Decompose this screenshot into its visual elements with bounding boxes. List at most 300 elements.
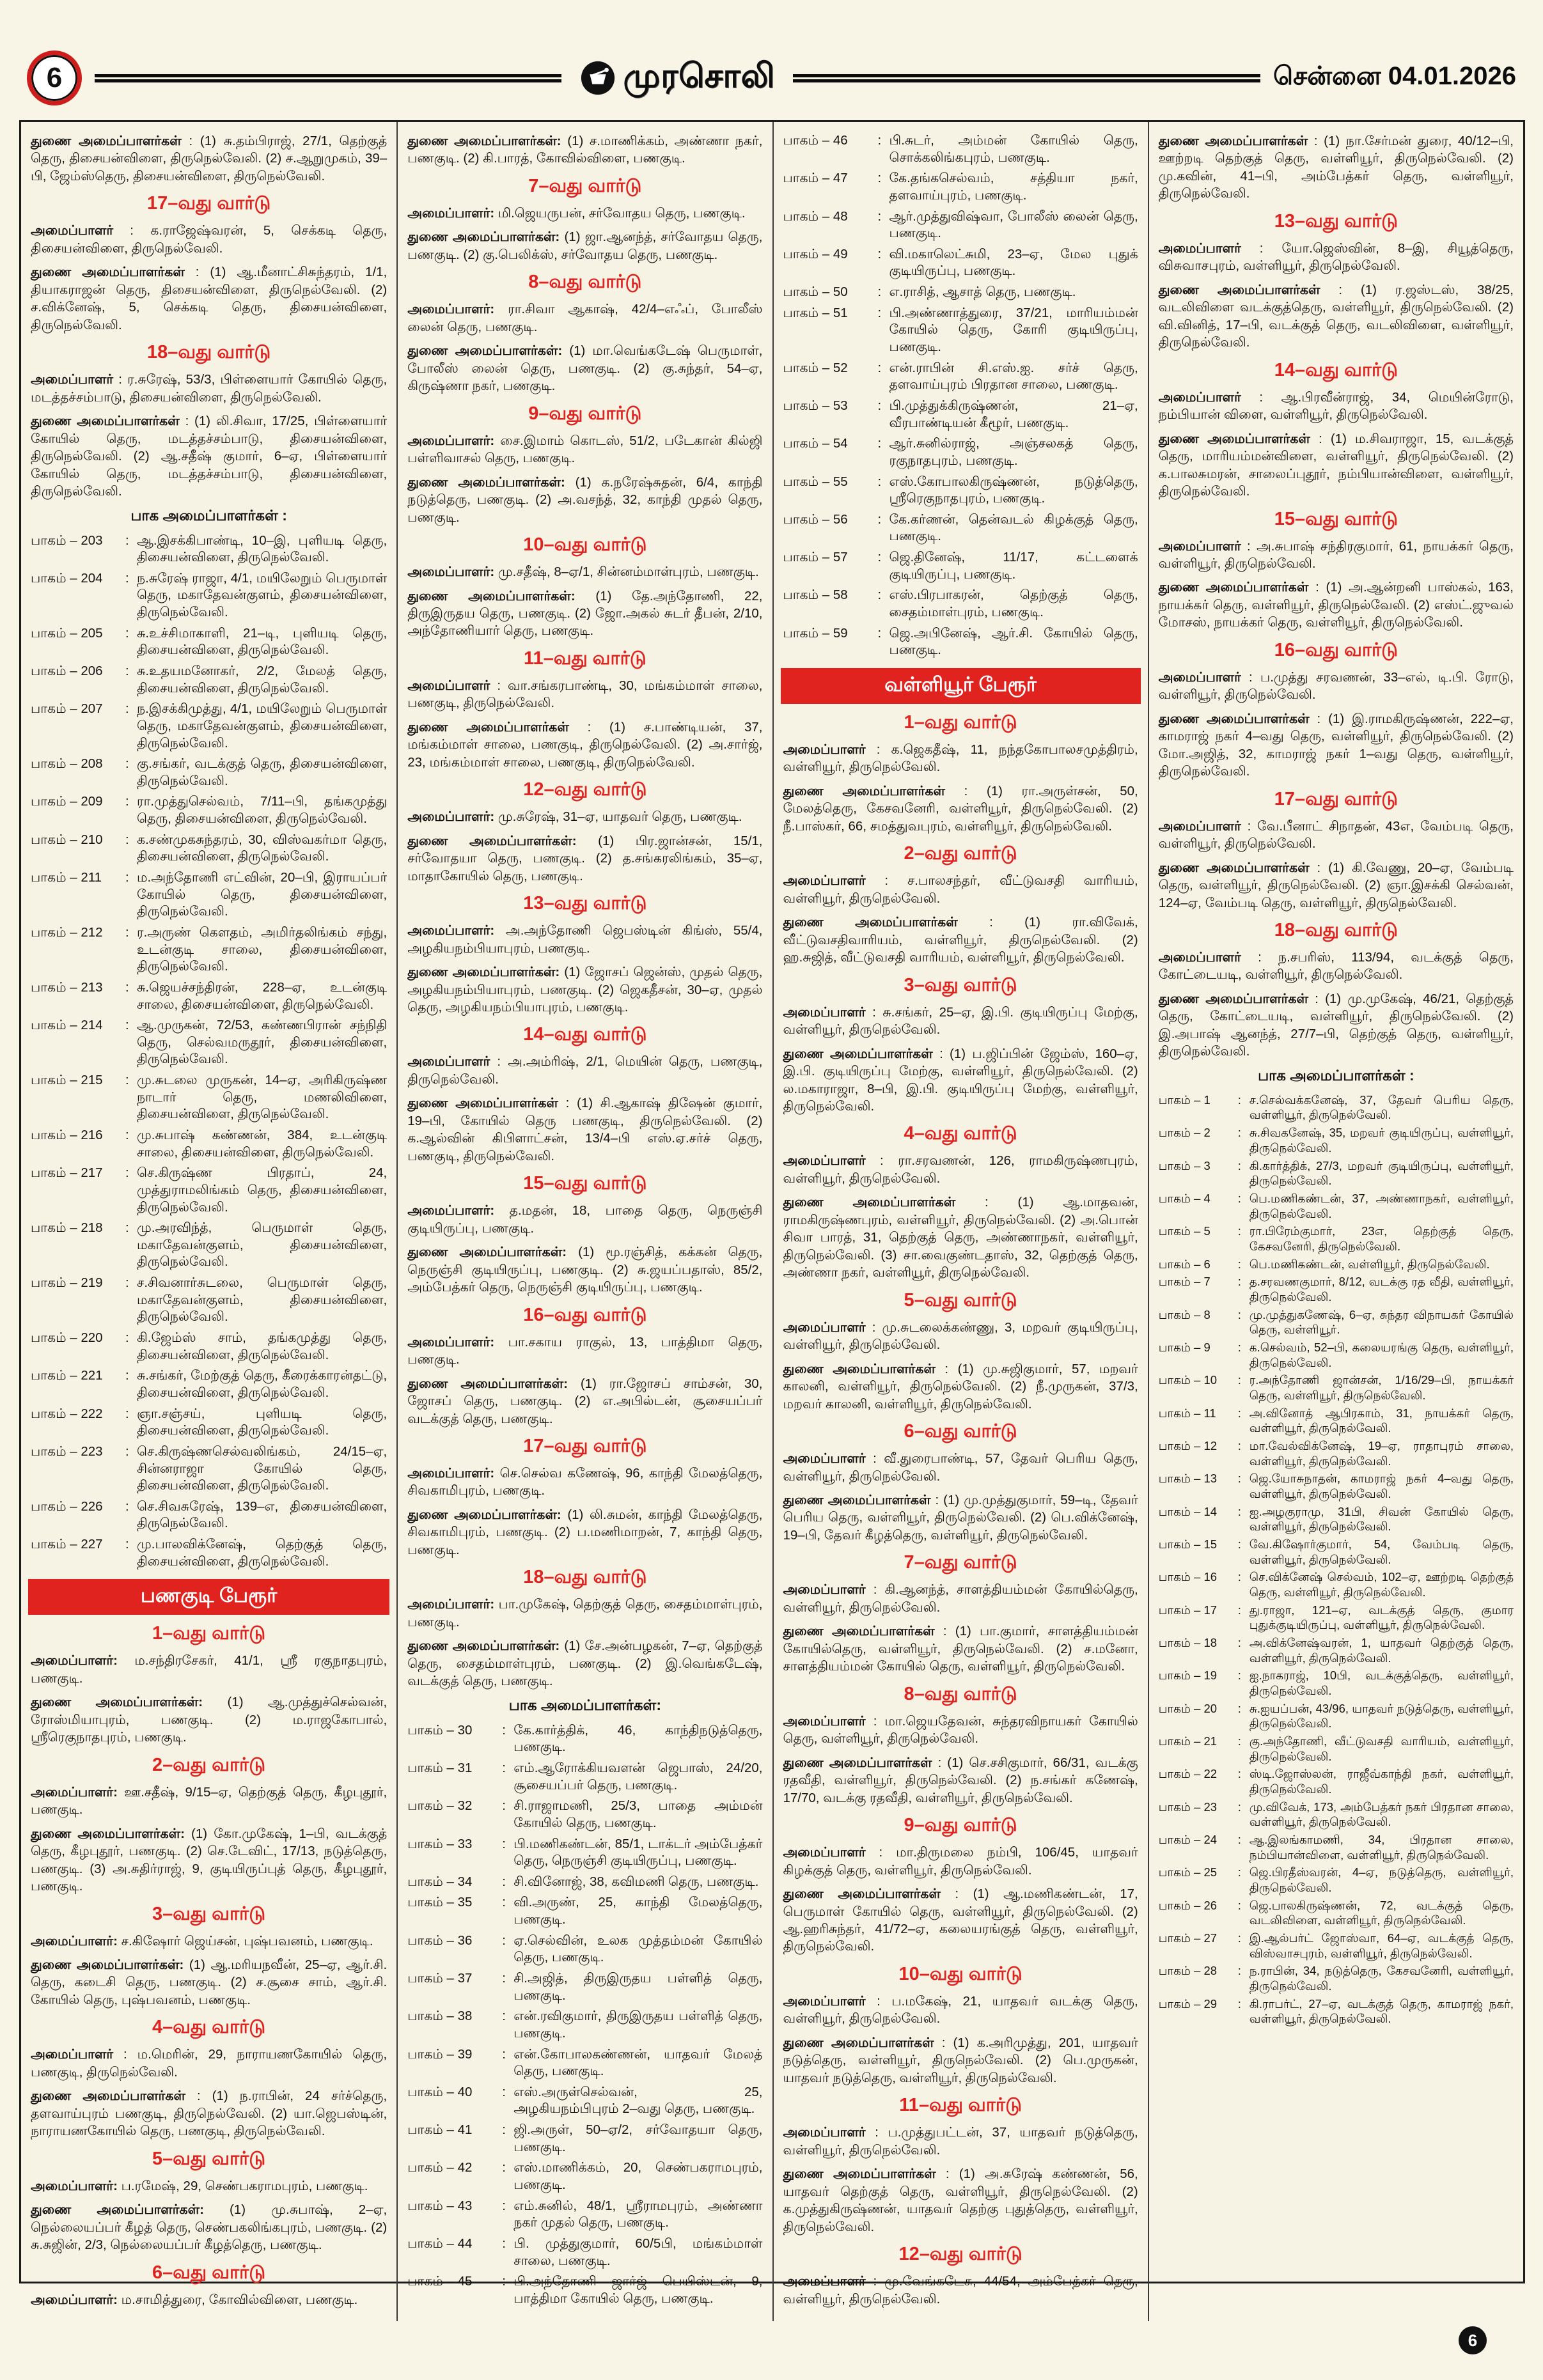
role-label: அமைப்பாளர் [783,742,866,757]
role-label: துணை அமைப்பாளர்கள் [783,1046,933,1061]
entry-paragraph: அமைப்பாளர்: பா.சகாய ராகுல், 13, பாத்திமா தெரு, பணகுடி. [407,1334,763,1367]
role-label: துணை அமைப்பாளர்கள்: [407,134,561,148]
role-label: அமைப்பாளர்: [407,433,495,448]
part-text: ஆ.முருகன், 72/53, கண்ணபிரான் சந்நிதி தெரு, செல்வமருதூர், திசையன்விளை, திருநெல்வேலி. [137,1018,388,1067]
entry-paragraph: துணை அமைப்பாளர்கள்: (1) கோ.முகேஷ், 1–பி, வடக்குத் தெரு, கீழபுதூர், பணகுடி. (2) செ.டேவிட், 17/13, நடுத்தெரு, பணகுடி. (3) அ.சுதிர்ராஜ், 9, குடியிருப்புத் தெரு, கீழபுதூர், பணகுடி. [31,1826,388,1894]
part-text: ச.செல்வக்கனேஷ், 37, தேவர் பெரிய தெரு, வள்ளியூர், திருநெல்வேலி. [1249,1093,1514,1122]
part-row [783,474,1138,508]
entry-paragraph: அமைப்பாளர்: செ.செல்வ கணேஷ், 96, காந்தி மேலத்தெரு, சிவகாமிபுரம், பணகுடி. [407,1465,763,1498]
part-number: பாகம் – 223 [31,1443,103,1459]
part-row [31,1165,387,1216]
part-row [407,2122,762,2156]
colon-separator: : [502,2009,506,2024]
part-number: பாகம் – 48 [783,208,848,224]
colon-separator: : [1237,1964,1241,1978]
part-row [1159,1800,1514,1830]
role-label: அமைப்பாளர்: [407,923,495,938]
part-number: பாகம் – 217 [31,1165,103,1181]
colon-separator: : [1237,1224,1241,1238]
part-row [1159,1093,1514,1123]
ward-heading: 4–வது வார்டு [904,1123,1017,1144]
part-text: பெ.மணிகண்டன், 37, அண்ணாநகர், வள்ளியூர், திருநெல்வேலி. [1249,1191,1514,1220]
edition-dateline: சென்னை 04.01.2026 [1273,62,1516,90]
masthead [574,57,780,100]
page-header [27,41,1516,115]
part-text: ர.அருண் கௌதம், அமிர்தலிங்கம் சந்து, உடன்குடி சாலை, திசையன்விளை, திருநெல்வேலி. [137,924,388,974]
ward-heading: 6–வது வார்டு [152,2262,266,2283]
part-text: எம்.சுனில், 48/1, ஸ்ரீராமபுரம், அண்ணா நகர் முதல் தெரு, பணகுடி. [513,2198,763,2230]
role-label: அமைப்பாளர் [783,1319,866,1335]
part-text: மு.விவேக், 173, அம்பேத்கர் நகர் பிரதான சாலை, வள்ளியூர், திருநெல்வேலி. [1249,1800,1514,1829]
part-text: ஸ்டி.ஜோஸ்லன், ராஜீவ்காந்தி நகர், வள்ளியூர், திருநெல்வேலி. [1249,1767,1514,1796]
part-number: பாகம் – 32 [407,1798,473,1814]
part-number: பாகம் – 206 [31,663,103,678]
part-row [1159,1996,1514,2026]
part-text: சு.சங்கர், மேற்குத் தெரு, கீரைக்காரன்தட்டு, திசையன்விளை, திருநெல்வேலி. [137,1368,388,1400]
part-text: பி.சுடர், அம்மன் கோயில் தெரு, சொக்கலிங்கபுரம், பணகுடி. [889,133,1138,165]
part-text: கு.அந்தோணி, வீட்டுவசதி வாரியம், வள்ளியூர், திருநெல்வேலி. [1249,1734,1514,1763]
colon-separator: : [502,2084,506,2099]
part-text: எஸ்.மாணிக்கம், 20, செண்பகராமபுரம், பணகுடி. [513,2160,763,2193]
colon-separator: : [1237,1898,1241,1912]
entry-paragraph: அமைப்பாளர் : சு.சங்கர், 25–ஏ, இ.பி. குடியிருப்பு மேற்கு, வள்ளியூர், திருநெல்வேலி. [783,1004,1138,1038]
part-text: த.சரவணகுமார், 8/12, வடக்கு ரத வீதி, வள்ளியூர், திருநெல்வேலி. [1249,1275,1514,1303]
part-text: ஞா.சஞ்சய், புளியடி தெரு, திசையன்விளை, திருநெல்வேலி. [137,1406,388,1438]
role-label: அமைப்பாளர் [407,678,490,693]
part-row [783,511,1138,545]
ward-heading: 14–வது வார்டு [1274,359,1398,380]
part-row [31,1220,387,1271]
role-label: அமைப்பாளர் [1158,538,1241,554]
role-label: துணை அமைப்பாளர்கள்: [407,1638,560,1654]
part-row [1159,1668,1514,1698]
role-label: அமைப்பாளர்: [407,1465,495,1481]
role-label: அமைப்பாளர் [783,1004,866,1020]
part-text: ம.அந்தோணி எட்வின், 20–பி, இராயப்பர் கோயில் தெரு, திசையன்விளை, திருநெல்வேலி. [137,870,388,919]
part-text: எம்.ஆரோக்கியவளன் ஜெபாஸ், 24/20, சூசையப்பர் தெரு, பணகுடி. [513,1760,763,1793]
ward-heading: 5–வது வார்டு [152,2148,266,2169]
ward-heading: 15–வது வார்டு [523,1173,647,1194]
colon-separator: : [877,474,882,489]
entry-paragraph: துணை அமைப்பாளர்கள் : (1) ஆ.மீனாட்சிசுந்தரம், 1/1, தியாகராஜன் தெரு, திசையன்விளை, திருநெல்வேலி. (2) ச.விக்னேஷ், 5, செக்கடி தெரு, திசையன்விளை, திருநெல்வேலி. [31,265,388,332]
ward-heading: 3–வது வார்டு [152,1903,266,1924]
part-row [1159,1373,1514,1403]
part-number: பாகம் – 29 [1158,1996,1218,2011]
part-text: அ.வினோத் ஆபிரகாம், 31, நாயக்கர் தெரு, வள்ளியூர், திருநெல்வேலி. [1249,1406,1514,1435]
part-number: பாகம் – 45 [407,2274,473,2289]
entry-paragraph: அமைப்பாளர் : மா.ஜெயதேவன், சுந்தரவிநாயகர் கோயில் தெரு, வள்ளியூர், திருநெல்வேலி. [783,1713,1138,1746]
colon-separator: : [1237,1191,1241,1205]
role-label: அமைப்பாளர் [783,1582,866,1598]
part-row [407,2084,762,2118]
murasoli-drum-icon [579,59,616,97]
ward-heading: 8–வது வார்டு [528,272,642,293]
part-number: பாகம் – 1 [1158,1093,1210,1107]
part-text: ரா.முத்துசெல்வம், 7/11–பி, தங்கமுத்து தெரு, திசையன்விளை, திருநெல்வேலி. [137,794,388,827]
role-label: அமைப்பாளர் [407,1054,490,1069]
entry-paragraph: அமைப்பாளர் : ப.முத்து சரவணன், 33–எல், டி.பி. ரோடு, வள்ளியூர், திருநெல்வேலி. [1158,669,1514,703]
town-banner: வள்ளியூர் பேரூர் [781,668,1141,704]
part-row [407,1760,762,1794]
part-number: பாகம் – 39 [407,2046,473,2062]
ward-heading: 13–வது வார்டு [523,893,647,914]
ward-heading: 2–வது வார்டு [904,843,1017,864]
part-row [1159,1438,1514,1468]
part-row [31,1072,387,1123]
colon-separator: : [877,133,882,148]
part-number: பாகம் – 226 [31,1498,103,1514]
colon-separator: : [1237,1603,1241,1617]
part-row [1159,1406,1514,1436]
part-text: எ.ராசித், ஆசாத் தெரு, பணகுடி. [889,284,1076,300]
colon-separator: : [1237,1093,1241,1107]
ward-heading: 2–வது வார்டு [152,1754,266,1775]
part-row [31,570,387,621]
colon-separator: : [1237,1767,1241,1781]
colon-separator: : [1237,1126,1241,1140]
entry-paragraph: அமைப்பாளர் : ஆ.பிரவீன்ராஜ், 34, மெயின்ரோடு, நம்பியான் விளை, வள்ளியூர், திருநெல்வேலி. [1158,389,1514,423]
role-label: துணை அமைப்பாளர்கள் [783,783,946,798]
part-text: பி. முத்துகுமார், 60/5பி, மங்கம்மாள் சாலை, பணகுடி. [513,2236,763,2268]
part-text: எஸ்.அருள்செல்வன், 25, அழகியநம்பிபுரம் 2–வது தெரு, பணகுடி. [513,2084,763,2117]
entry-paragraph: அமைப்பாளர்: ஊ.சதீஷ், 9/15–ஏ, தெற்குத் தெரு, கீழபுதூர், பணகுடி. [31,1784,388,1817]
role-label: துணை அமைப்பாளர்கள்: [407,833,577,848]
ward-heading: 1–வது வார்டு [152,1623,266,1644]
ward-heading: 8–வது வார்டு [904,1683,1017,1704]
part-number: பாகம் – 58 [783,587,848,603]
entry-paragraph: அமைப்பாளர்: சை.இமாம் கொடஸ், 51/2, படேகான் கில்ஜி பள்ளிவாசல் தெரு, பணகுடி. [407,433,763,466]
part-number: பாகம் – 28 [1158,1964,1218,1978]
part-text: ஜெ.அபினேஷ், ஆர்.சி. கோயில் தெரு, பணகுடி. [889,625,1138,658]
ward-heading: 16–வது வார்டு [523,1304,647,1325]
part-number: பாகம் – 16 [1158,1570,1218,1584]
entry-paragraph: துணை அமைப்பாளர்கள்: (1) மு.சுபாஷ், 2–ஏ, நெல்லையப்பர் கீழத் தெரு, செண்பகலிங்கபுரம், பணகுடி. (2) சு.சுஜின், 2/3, நெல்லையப்பர் கீழத்தெரு, பணகுடி. [31,2202,388,2253]
part-row [31,1498,387,1532]
part-text: ஜெ.தினேஷ், 11/17, கட்டளைக் குடியிருப்பு, பணகுடி. [889,550,1138,582]
part-text: ரா.பிரேம்குமார், 23எ, தெற்குத் தெரு, கேசவனேரி, திருநெல்வேலி. [1249,1224,1514,1253]
part-row [407,1874,762,1891]
part-row [1159,1603,1514,1633]
part-number: பாகம் – 7 [1158,1275,1210,1289]
column-2 [396,122,772,2321]
part-row [1159,1307,1514,1337]
part-row [1159,1832,1514,1862]
role-label: துணை அமைப்பாளர்கள்: [31,2202,204,2218]
part-text: கே.கார்த்திக், 46, காந்திநடுத்தெரு, பணகுடி. [513,1722,763,1755]
part-row [407,1970,762,2004]
part-row [1159,1125,1514,1155]
colon-separator: : [502,1970,506,1986]
part-number: பாகம் – 13 [1158,1472,1218,1486]
part-row [783,246,1138,280]
part-row [783,132,1138,166]
entry-paragraph: துணை அமைப்பாளர்கள்: (1) பிர.ஜான்சன், 15/1, சர்வோதயா தெரு, பணகுடி. (2) த.சங்கரலிங்கம், 35–ஏ, மாதாகோயில் தெரு, பணகுடி. [407,833,763,883]
ward-heading: 17–வது வார்டு [1274,788,1398,809]
part-row [783,305,1138,356]
part-number: பாகம் – 2 [1158,1126,1210,1140]
part-number: பாகம் – 221 [31,1368,103,1383]
part-row [407,2236,762,2269]
colon-separator: : [125,794,129,809]
role-label: அமைப்பாளர்: [31,1933,118,1948]
entry-paragraph: துணை அமைப்பாளர்கள் : (1) ப.ஜிப்பின் ஜேம்ஸ், 160–ஏ, இ.பி. குடியிருப்பு மேற்கு, வள்ளியூர், திருநெல்வேலி. (2) ல.மகாராஜா, 8–பி, இ.பி. குடியிருப்பு மேற்கு, வள்ளியூர், திருநெல்வேலி. [783,1046,1138,1114]
part-text: ஆர்.சுனில்ராஜ், அஞ்சலகத் தெரு, ரகுநாதபுரம், பணகுடி. [889,436,1138,468]
header-rule-left [95,74,561,82]
part-text: வி.அருண், 25, காந்தி மேலத்தெரு, பணகுடி. [513,1895,763,1927]
role-label: அமைப்பாளர் [1158,950,1241,965]
role-label: அமைப்பாளர் [783,1993,866,2009]
entry-paragraph: அமைப்பாளர் : க.ஜெகதீஷ், 11, நந்தகோபாலசமுத்திரம், வள்ளியூர், திருநெல்வேலி. [783,742,1138,775]
colon-separator: : [1237,1635,1241,1649]
column-3 [772,122,1148,2321]
colon-separator: : [1237,1668,1241,1683]
part-row [1159,1158,1514,1188]
part-number: பாகம் – 208 [31,756,103,772]
part-number: பாகம் – 11 [1158,1406,1216,1420]
entry-paragraph: அமைப்பாளர்: மி.ஜெயருபன், சர்வோதய தெரு, பணகுடி. [407,205,746,221]
part-row [1159,1569,1514,1599]
entry-paragraph: துணை அமைப்பாளர்கள்: (1) க.நரேஷ்சுதன், 6/4, காந்தி நடுத்தெரு, பணகுடி. (2) அ.வசந்த், 32, காந்தி முதல் தெரு, பணகுடி. [407,474,763,525]
role-label: துணை அமைப்பாளர்கள் [31,134,182,148]
colon-separator: : [1237,1537,1241,1551]
role-label: அமைப்பாளர்: [407,1203,495,1218]
ward-heading: 7–வது வார்டு [528,175,642,196]
part-text: எஸ்.கோபாலகிருஷ்ணன், நடுத்தெரு, ஸ்ரீரெகுநாதபுரம், பணகுடி. [889,474,1138,506]
entry-paragraph: துணை அமைப்பாளர்கள்: (1) லி.சுமன், காந்தி மேலத்தெரு, சிவகாமிபுரம், பணகுடி. (2) ப.மணிமாறன், 7, காந்தி தெரு, பணகுடி. [407,1507,763,1557]
role-label: துணை அமைப்பாளர்கள்: [407,474,565,490]
part-text: பி.மணிகண்டன், 85/1, டாக்டர் அம்பேத்கர் தெரு, நெருஞ்சி குடியிருப்பு, பணகுடி. [513,1836,763,1869]
role-label: அமைப்பாளர் [1158,818,1241,834]
part-text: மு.அரவிந்த், பெருமாள் தெரு, மகாதேவன்குளம், திசையன்விளை, திருநெல்வேலி. [137,1220,388,1270]
part-text: மு.பாலவிக்னேஷ், தெற்குத் தெரு, திசையன்விளை, திருநெல்வேலி. [137,1537,388,1569]
colon-separator: : [877,398,882,413]
colon-separator: : [125,1073,129,1088]
role-label: துணை அமைப்பாளர்கள் [783,2166,936,2182]
part-number: பாகம் – 21 [1158,1734,1218,1748]
part-number: பாகம் – 55 [783,474,848,489]
entry-paragraph: அமைப்பாளர்: த.மதன், 18, பாதை தெரு, நெருஞ்சி குடியிருப்பு, பணகுடி. [407,1203,763,1236]
colon-separator: : [502,2236,506,2251]
part-number: பாகம் – 40 [407,2084,473,2099]
entry-paragraph: துணை அமைப்பாளர்கள் : (1) சு.தம்பிராஜ், 27/1, தெற்குத் தெரு, திசையன்விளை, திருநெல்வேலி. (2) ச.ஆறுமுகம், 39–பி, ஜேம்ஸ்தெரு, திசையன்விளை, திருநெல்வேலி. [31,134,388,183]
role-label: அமைப்பாளர்: [407,1597,495,1612]
part-number: பாகம் – 34 [407,1874,473,1889]
colon-separator: : [125,870,129,885]
entry-paragraph: அமைப்பாளர் : ம.மெரின், 29, நாராயணகோயில் தெரு, பணகுடி, திருநெல்வேலி. [31,2047,388,2080]
footer-page-number: 6 [1459,2326,1487,2354]
part-text: ந.சுரேஷ் ராஜா, 4/1, மயிலேறும் பெருமாள் தெரு, மகாதேவன்குளம், திசையன்விளை, திருநெல்வேலி. [137,570,388,620]
entry-paragraph: அமைப்பாளர்: ரா.சிவா ஆகாஷ், 42/4–எஃப், போலீஸ் லைன் தெரு, பணகுடி. [407,302,763,334]
colon-separator: : [1237,1257,1241,1271]
ward-heading: 3–வது வார்டு [904,974,1017,995]
colon-separator: : [502,1895,506,1910]
colon-separator: : [125,1537,129,1552]
role-label: அமைப்பாளர் [31,223,114,238]
colon-separator: : [877,305,882,320]
part-text: சு.உச்சிமாகாளி, 21–டி, புளியடி தெரு, திசையன்விளை, திருநெல்வேலி. [137,625,388,658]
part-row [407,2273,762,2307]
role-label: அமைப்பாளர்: [407,564,495,580]
part-row [31,793,387,827]
masthead-title: முரசொலி [623,57,776,95]
town-banner: பணகுடி பேரூர் [28,1579,389,1615]
role-label: துணை அமைப்பாளர்கள் [1158,282,1320,297]
entry-paragraph: துணை அமைப்பாளர்கள் : (1) இ.ராமகிருஷ்ணன், 222–ஏ, காமராஜ் நகர் 4–வது தெரு, வள்ளியூர், திருநெல்வேலி. (2) மோ.அஜித், 32, காமராஜ் நகர் 1–வது தெரு, வள்ளியூர், திருநெல்வேலி. [1158,711,1514,779]
entry-paragraph: அமைப்பாளர்: ம.சந்திரசேகர், 41/1, ஸ்ரீ ரகுநாதபுரம், பணகுடி. [31,1653,388,1686]
part-number: பாகம் – 59 [783,625,848,641]
entry-paragraph: துணை அமைப்பாளர்கள்: (1) ஜோசப் ஜென்ஸ், முதல் தெரு, அழகியநம்பியாபுரம், பணகுடி. (2) ஜெகதீசன், 30–ஏ, முதல் தெரு, அழகியநம்பியாபுரம், பணகுடி. [407,965,763,1015]
part-row [31,924,387,976]
part-text: ஜெ.பாலகிருஷ்ணன், 72, வடக்குத் தெரு, வடலிவிளை, வள்ளியூர், திருநெல்வேலி. [1249,1898,1514,1927]
entry-paragraph: துணை அமைப்பாளர்கள்: (1) மா.வெங்கடேஷ் பெருமாள், போலீஸ் லைன் தெரு, பணகுடி. (2) கு.சுந்தர், 54–ஏ, கிருஷ்ணா நகர், பணகுடி. [407,343,763,394]
colon-separator: : [125,1128,129,1142]
part-number: பாகம் – 54 [783,436,848,451]
part-text: கே.தங்கசெல்வம், சத்தியா நகர், தளவாய்புரம், பணகுடி. [889,171,1138,203]
ward-heading: 11–வது வார்டு [524,648,646,669]
part-text: செ.விக்னேஷ் செல்வம், 102–ஏ, ஊற்றடி தெற்குத் தெரு, வள்ளியூர், திருநெல்வேலி. [1249,1570,1514,1599]
part-row [1159,1898,1514,1928]
part-row [1159,1340,1514,1370]
entry-paragraph: துணை அமைப்பாளர்கள் : (1) பா.குமார், சாளத்தியம்மன் கோயில்தெரு, வள்ளியூர், திருநெல்வேலி. (2) ச.மனோ, சாளத்தியம்மன் கோயில் தெரு, வள்ளியூர், திருநெல்வேலி. [783,1624,1138,1674]
entry-paragraph: துணை அமைப்பாளர்கள் : (1) மு.சுஜிகுமார், 57, மறவர் காலனி, வள்ளியூர், திருநெல்வேலி. (2) நீ.முருகன், 37/3, மறவர் காலனி, வள்ளியூர், திருநெல்வேலி. [783,1361,1138,1412]
ward-heading: 9–வது வார்டு [528,403,642,424]
ward-heading: 17–வது வார்டு [146,193,271,214]
colon-separator: : [1237,1158,1241,1172]
part-row [407,1894,762,1928]
part-text: கி.ஜேம்ஸ் சாம், தங்கமுத்து தெரு, திசையன்விளை, திருநெல்வேலி. [137,1330,388,1362]
ward-heading: 18–வது வார்டு [523,1567,647,1588]
colon-separator: : [502,2198,506,2213]
part-number: பாகம் – 31 [407,1760,473,1775]
ward-heading: 10–வது வார்டு [898,1963,1022,1984]
colon-separator: : [125,979,129,995]
entry-paragraph: அமைப்பாளர் : யோ.ஜெஸ்வின், 8–இ, சியூத்தெரு, விசுவாசபுரம், வள்ளியூர், திருநெல்வேலி. [1158,240,1514,274]
part-row [31,625,387,659]
part-number: பாகம் – 47 [783,171,848,186]
part-row [31,869,387,921]
colon-separator: : [125,1275,129,1291]
entry-paragraph: துணை அமைப்பாளர்கள் : (1) மு.முத்துகுமார், 59–டி, தேவர் பெரிய தெரு, வள்ளியூர், திருநெல்வேலி. (2) பெ.விக்னேஷ், 19–பி, தேவர் கீழத்தெரு, வள்ளியூர், திருநெல்வேலி. [783,1493,1138,1543]
role-label: துணை அமைப்பாளர்கள் [407,719,569,735]
part-row [1159,1734,1514,1764]
part-row [1159,1963,1514,1993]
colon-separator: : [877,284,882,300]
role-label: துணை அமைப்பாளர்கள் [783,1886,941,1902]
entry-paragraph: அமைப்பாளர்: பா.முகேஷ், தெற்குத் தெரு, சைதம்மாள்புரம், பணகுடி. [407,1597,763,1629]
role-label: அமைப்பாளர் [31,372,114,387]
part-number: பாகம் – 17 [1158,1603,1218,1617]
part-number: பாகம் – 44 [407,2236,473,2251]
colon-separator: : [877,587,882,603]
entry-paragraph: அமைப்பாளர் : க.ராஜேஷ்வரன், 5, செக்கடி தெரு, திசையன்விளை, திருநெல்வேலி. [31,223,388,256]
role-label: துணை அமைப்பாளர்கள் [1158,711,1310,726]
colon-separator: : [1237,1833,1241,1847]
part-number: பாகம் – 14 [1158,1504,1218,1518]
part-text: ஆ.இலங்காமணி, 34, பிரதான சாலை, நம்பியான்விளை, வள்ளியூர், திருநெல்வேலி. [1249,1833,1514,1862]
entry-paragraph: துணை அமைப்பாளர்கள் : (1) அ.ஆன்றனி பாஸ்கல், 163, நாயக்கர் தெரு, வள்ளியூர், திருநெல்வேலி. (2) எஸ்ட்.ஜுவல் மோசஸ், நாயக்கர் தெரு, வள்ளியூர், திருநெல்வேலி. [1158,580,1514,630]
part-number: பாகம் – 33 [407,1836,473,1851]
entry-paragraph: துணை அமைப்பாளர்கள் : (1) ரா.அருள்சன், 50, மேலத்தெரு, கேசவனேரி, வள்ளியூர், திருநெல்வேலி. (2) நீ.பாஸ்கர், 66, சமத்துவபுரம், வள்ளியூர், திருநெல்வேலி. [783,783,1138,834]
role-label: துணை அமைப்பாளர்கள் [31,2088,185,2104]
part-number: பாகம் – 211 [31,870,102,885]
ward-heading: 13–வது வார்டு [1274,210,1398,231]
entry-paragraph: துணை அமைப்பாளர்கள் : (1) ச.பாண்டியன், 37, மங்கம்மாள் சாலை, பணகுடி, திருநெல்வேலி. (2) அ.சார்ஜ், 23, மங்கம்மாள் சாலை, பணகுடி, திருநெல்வேலி. [407,719,763,770]
part-text: இ.ஆல்பர்ட் ஜோஸ்வா, 64–ஏ, வடக்குத் தெரு, விஸ்வாசபுரம், வள்ளியூர், திருநெல்வேலி. [1249,1931,1514,1960]
part-text: ஜி.அருள், 50–ஏ/2, சர்வோதயா தெரு, பணகுடி. [513,2122,763,2154]
colon-separator: : [1237,1504,1241,1518]
part-number: பாகம் – 27 [1158,1931,1218,1945]
part-row [1159,1931,1514,1961]
part-row [31,701,387,752]
colon-separator: : [502,1798,506,1814]
part-row [783,549,1138,583]
entry-paragraph: அமைப்பாளர் : ரா.சரவணன், 126, ராமகிருஷ்ணபுரம், வள்ளியூர், திருநெல்வேலி. [783,1153,1138,1186]
colon-separator: : [125,924,129,940]
part-row [407,1933,762,1966]
part-text: பி.முத்துக்கிருஷ்ணன், 21–ஏ, வீரபாண்டியன் கீழூர், பணகுடி. [889,398,1138,430]
ward-heading: 9–வது வார்டு [904,1815,1017,1836]
part-text: சு.சிவகனேஷ், 35, மறவர் குடியிருப்பு, வள்ளியூர், திருநெல்வேலி. [1249,1126,1514,1155]
part-text: து.ராஜா, 121–ஏ, வடக்குத் தெரு, குமார புதுக்குடியிருப்பு, வள்ளியூர், திருநெல்வேலி. [1249,1603,1514,1632]
part-row [783,170,1138,204]
part-number: பாகம் – 20 [1158,1701,1218,1715]
part-number: பாகம் – 218 [31,1220,103,1236]
colon-separator: : [1237,1307,1241,1321]
section-subheading: பாக அமைப்பாளர்கள் : [130,506,287,524]
colon-separator: : [877,436,882,451]
entry-paragraph: அமைப்பாளர் : ப.முத்துபட்டன், 37, யாதவர் நடுத்தெரு, வள்ளியூர், திருநெல்வேலி. [783,2125,1138,2158]
part-number: பாகம் – 12 [1158,1438,1218,1452]
part-number: பாகம் – 36 [407,1933,473,1948]
role-label: அமைப்பாளர்: [407,302,495,317]
entry-paragraph: அமைப்பாளர்: அ.அந்தோணி ஜெபஸ்டின் கிங்ஸ், 55/4, அழகியநம்பியாபுரம், பணகுடி. [407,923,763,956]
role-label: அமைப்பாளர்: [407,1334,495,1349]
entry-paragraph: அமைப்பாளர்: மு.சதீஷ், 8–ஏ/1, சின்னம்மாள்புரம், பணகுடி. [407,564,759,580]
part-text: செ.கிருஷ்ணசெல்வலிங்கம், 24/15–ஏ, சின்னராஜா கோயில் தெரு, திசையன்விளை, திருநெல்வேலி. [137,1443,388,1493]
entry-paragraph: துணை அமைப்பாளர்கள்: (1) ஆ.முத்துச்செல்வன், ரோஸ்மியாபுரம், பணகுடி. (2) ம.ராஜகோபால், ஸ்ரீரெகுநாதபுரம், பணகுடி. [31,1695,388,1745]
colon-separator: : [1237,1340,1241,1354]
entry-paragraph: துணை அமைப்பாளர்கள் : (1) மு.முகேஷ், 46/21, தெற்குத் தெரு, கோட்டையடி, வள்ளியூர், திருநெல்வேலி. (2) இ.அபாஷ் ஆனந்த், 27/7–பி, தெற்குத் தெரு, வள்ளியூர், திருநெல்வேலி. [1158,991,1514,1059]
entry-paragraph: துணை அமைப்பாளர்கள் : (1) ம.சிவராஜா, 15, வடக்குத் தெரு, மாரியம்மன்விளை, வள்ளியூர், திருநெல்வேலி. (2) க.பாலசுமரன், சாலைப்புதூர், நம்பியான்விளை, வள்ளியூர், திருநெல்வேலி. [1158,431,1514,499]
part-number: பாகம் – 23 [1158,1800,1218,1814]
colon-separator: : [125,1220,129,1236]
part-row [407,2008,762,2042]
part-text: செ.சிவசுரேஷ், 139–எ, திசையன்விளை, திருநெல்வேலி. [137,1498,388,1531]
ward-heading: 10–வது வார்டு [523,534,647,556]
part-number: பாகம் – 37 [407,1970,473,1986]
colon-separator: : [1237,1734,1241,1748]
part-row [783,587,1138,621]
part-text: வி.மகாலெட்சுமி, 23–ஏ, மேல புதுக் குடியிருப்பு, பணகுடி. [889,246,1138,279]
ward-heading: 12–வது வார்டு [523,779,647,800]
part-row [31,1406,387,1440]
entry-paragraph: துணை அமைப்பாளர்கள் : (1) அ.சுரேஷ் கண்ணன், 56, யாதவர் தெற்குத் தெரு, வள்ளியூர், திருநெல்வேலி. (2) க.முத்துகிருஷ்ணன், யாதவர் தெற்கு புதுத்தெரு, வள்ளியூர், திருநெல்வேலி. [783,2166,1138,2234]
colon-separator: : [1237,1570,1241,1584]
part-number: பாகம் – 41 [407,2122,473,2138]
colon-separator: : [125,1018,129,1033]
role-label: அமைப்பாளர் [783,1845,866,1860]
part-row [31,663,387,697]
part-row [1159,1635,1514,1665]
part-text: பி.அண்ணாத்துரை, 37/21, மாரியம்மன் கோயில் தெரு, கோரி குடியிருப்பு, பணகுடி. [889,305,1138,355]
part-text: கி.கார்த்திக், 27/3, மறவர் குடியிருப்பு, வள்ளியூர், திருநெல்வேலி. [1249,1158,1514,1188]
colon-separator: : [125,570,129,586]
part-row [1159,1766,1514,1796]
entry-paragraph: அமைப்பாளர் : ர.சுரேஷ், 53/3, பிள்ளையார் கோயில் தெரு, மடத்தச்சம்பாடு, திசையன்விளை, திருநெல்வேலி. [31,372,388,405]
part-row [1159,1504,1514,1534]
part-number: பாகம் – 204 [31,570,103,586]
colon-separator: : [1237,1996,1241,2011]
